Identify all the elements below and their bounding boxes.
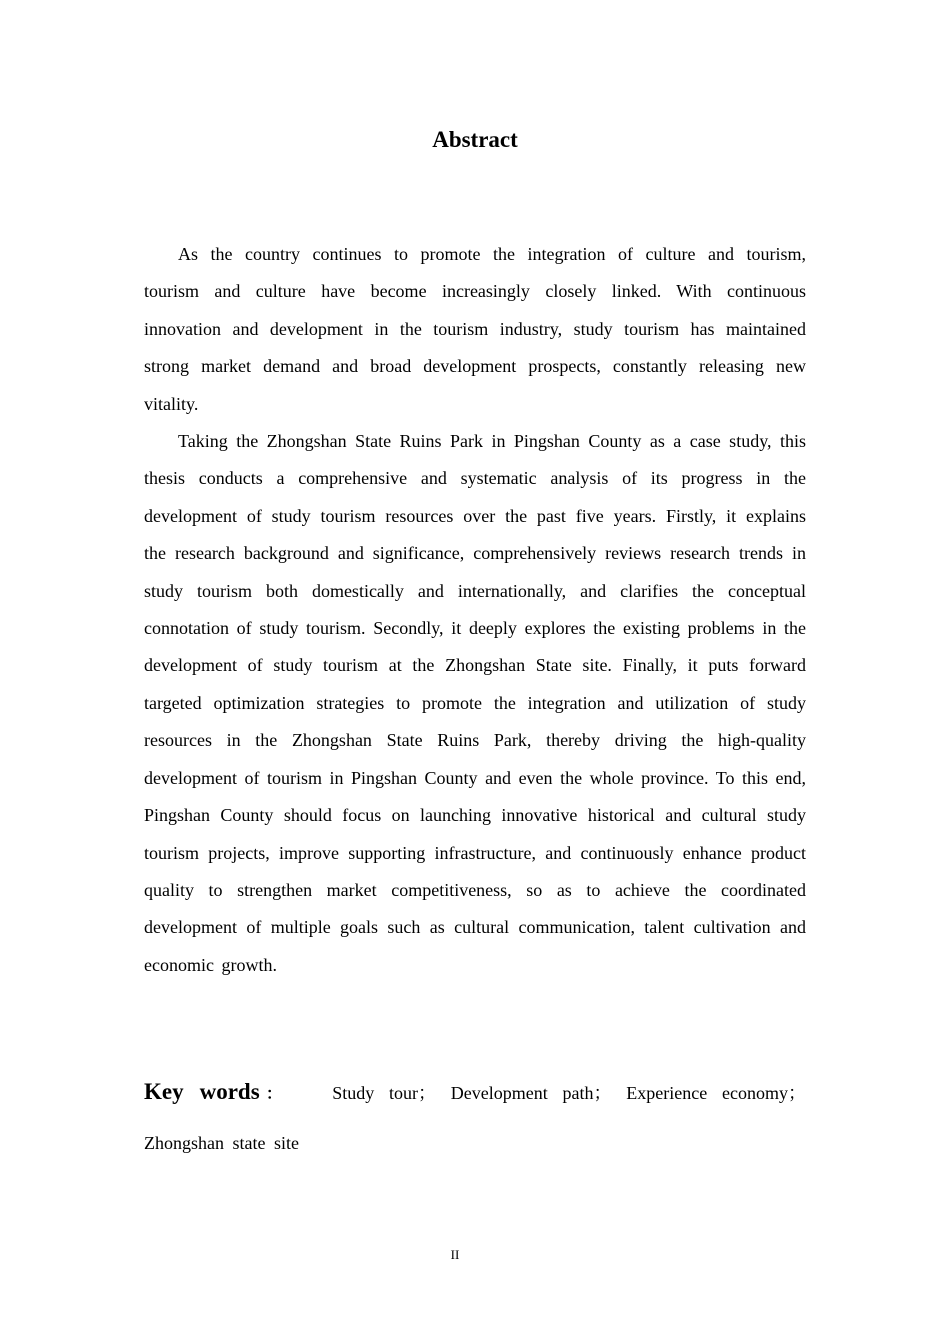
keywords-colon: ： [259,1086,289,1103]
keywords-list: Study tour； Development path； Experience economy； Zhongshan state site [144,1083,806,1153]
keywords-label-group [144,1079,288,1104]
page-number: II [450,1247,460,1262]
keywords-section [144,1068,806,1167]
abstract-paragraph-1: As the country continues to promote the integration of culture and tourism, tourism and culture have become increasingly closely linked. With continuous innovation and development in the tourism industry, study tourism has maintained strong market demand and broad development prospects, constantly releasing new vitality. [144,244,806,414]
abstract-body [144,236,806,984]
abstract-paragraph-2: Taking the Zhongshan State Ruins Park in Pingshan County as a case study, this thesis conducts a comprehensive and systematic analysis of its progress in the development of study tourism resources over the past five years. Firstly, it explains the research background and significance, comprehensively reviews research trends in study tourism both domestically and internationally, and clarifies the conceptual connotation of study tourism. Secondly, it deeply explores the existing problems in the development of study tourism at the Zhongshan State site. Finally, it puts forward targeted optimization strategies to promote the integration and utilization of study resources in the Zhongshan State Ruins Park, thereby driving the high-quality development of tourism in Pingshan County and even the whole province. To this end, Pingshan County should focus on launching innovative historical and cultural study tourism projects, improve supporting infrastructure, and continuously enhance product quality to strengthen market competitiveness, so as to achieve the coordinated development of multiple goals such as cultural communication, talent cultivation and economic growth. [144,431,806,975]
keywords-label: Key words [144,1079,260,1104]
page-title: Abstract [432,127,518,152]
